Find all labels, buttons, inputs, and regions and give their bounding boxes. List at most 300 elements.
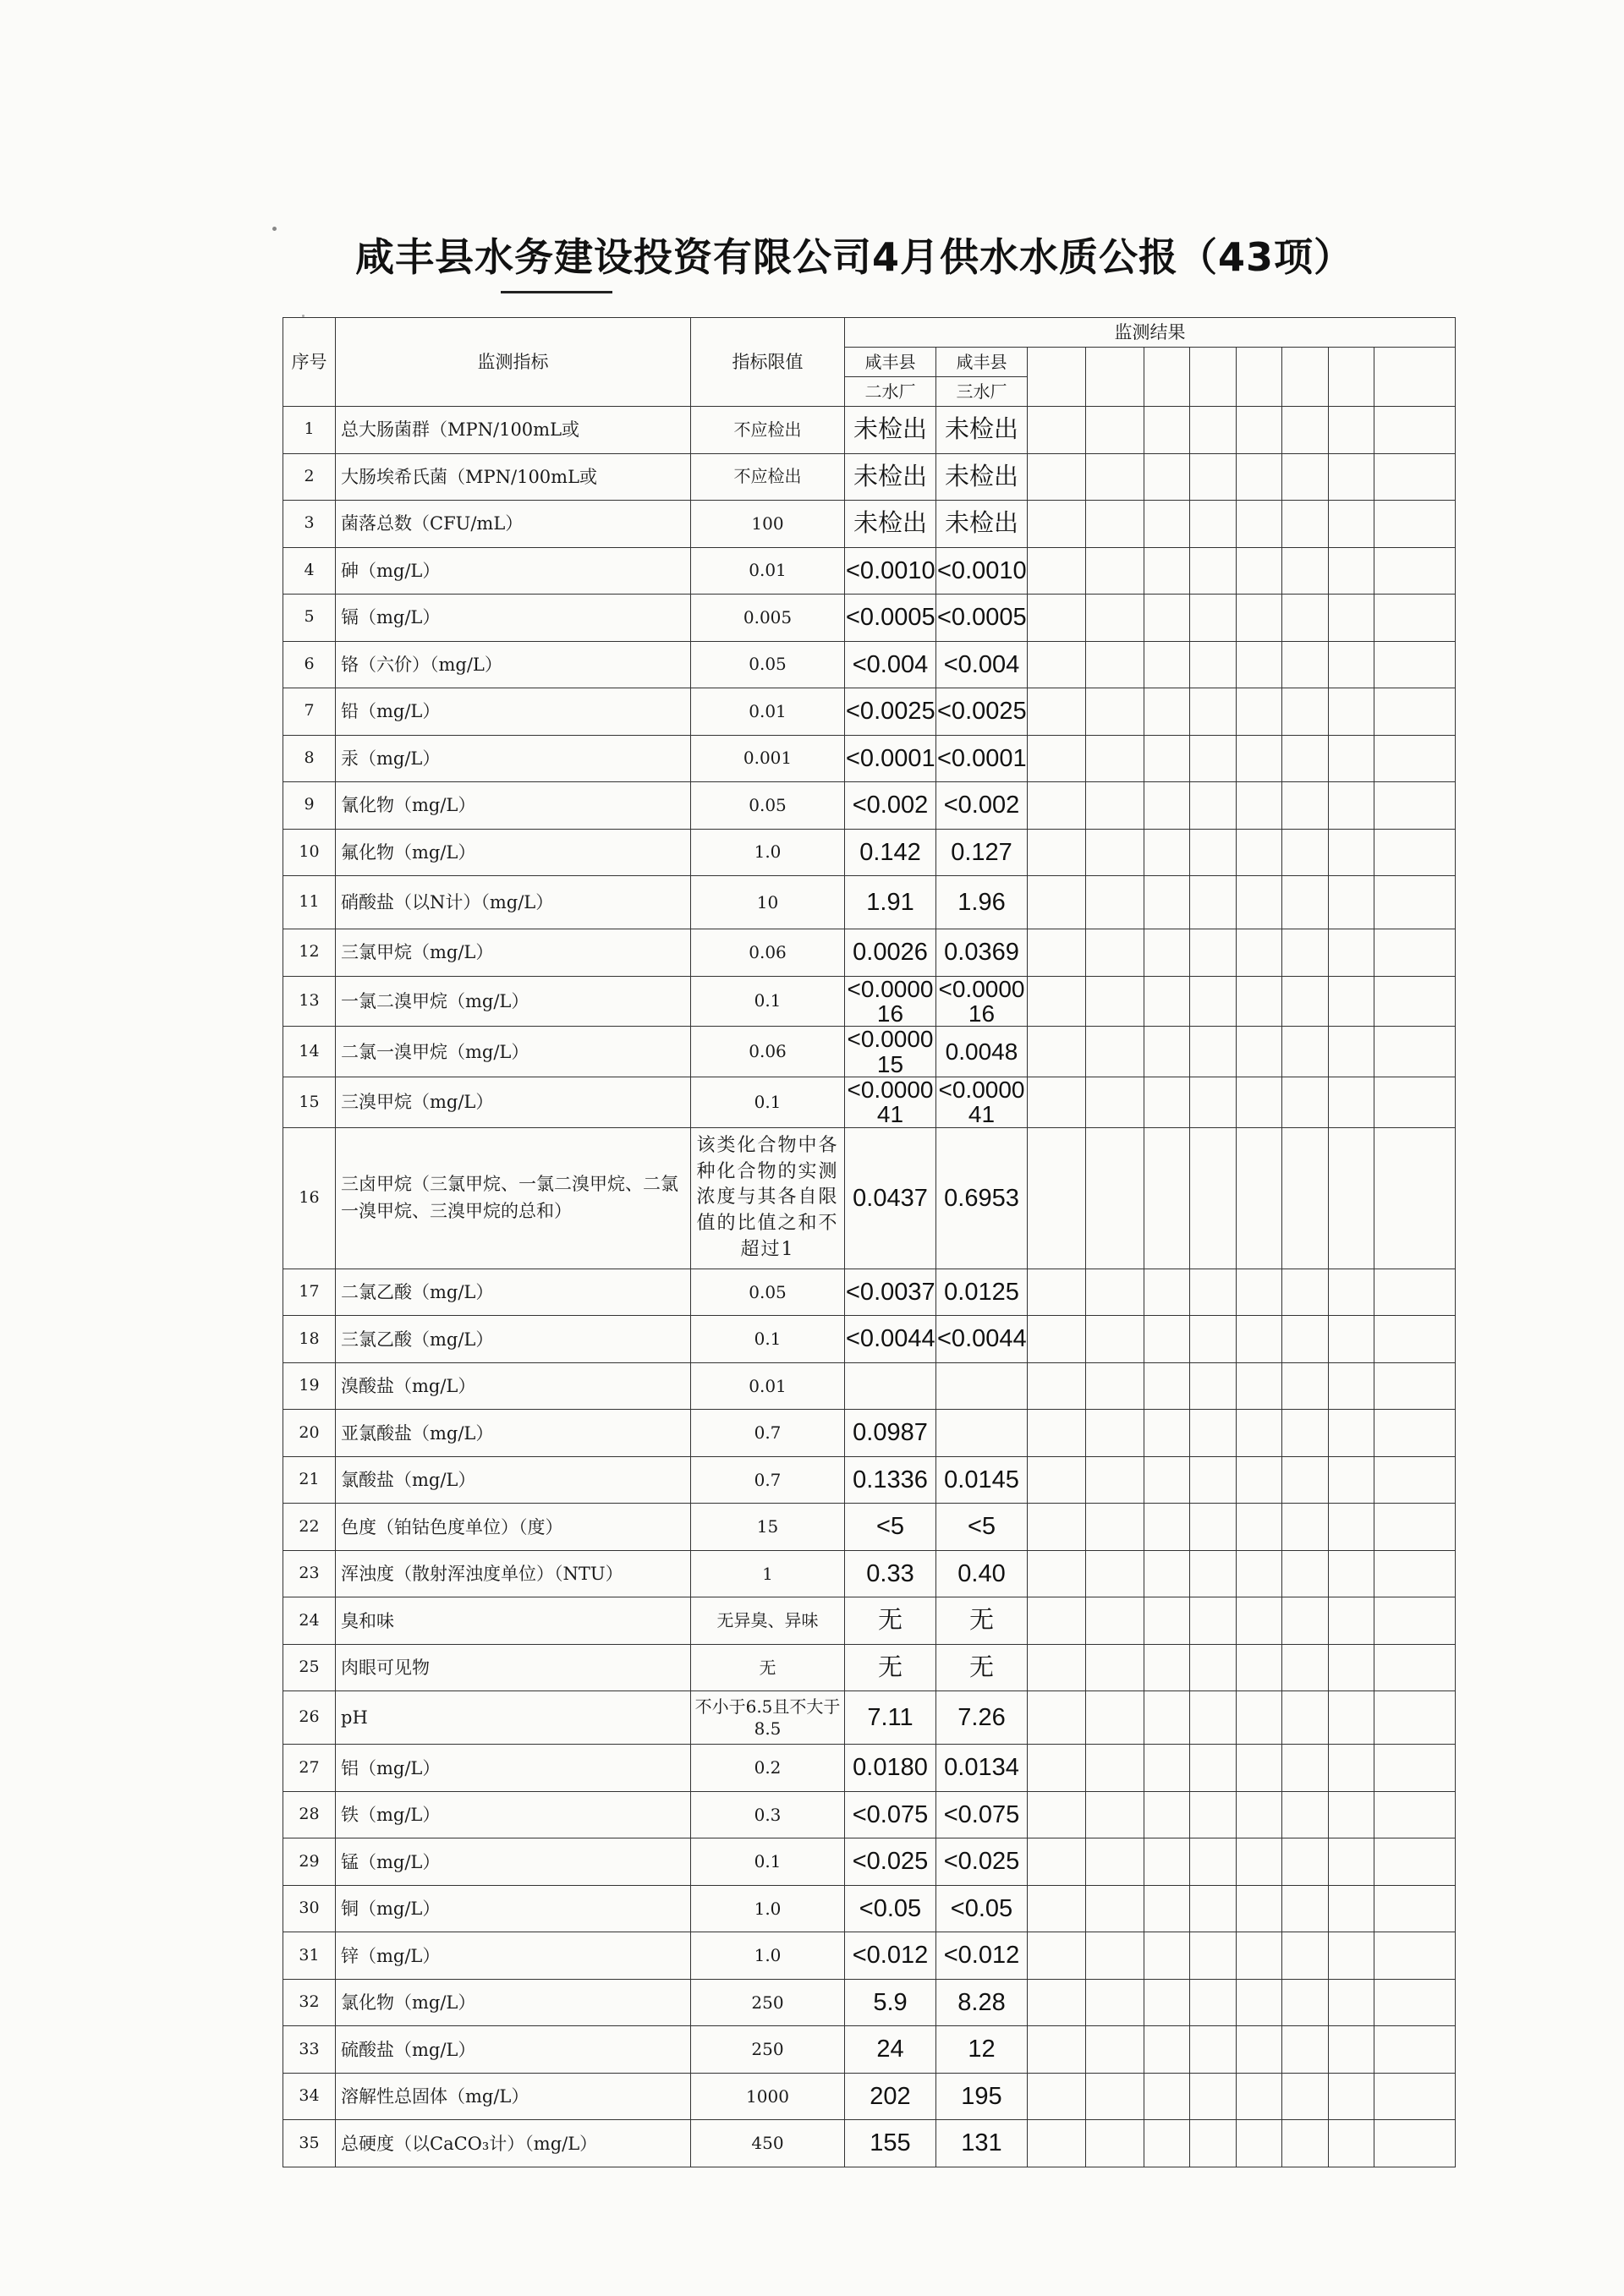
document-title: 咸丰县水务建设投资有限公司4月供水水质公报（43项） [354,234,1354,280]
table-row [283,501,1456,548]
result-plant-3: 1.96 [936,876,1028,929]
empty-result-cell [1329,2120,1374,2167]
empty-result-cell [1282,1077,1329,1128]
table-row [283,1550,1456,1597]
empty-result-cell [1190,2120,1237,2167]
empty-result-cell [1190,453,1237,501]
result-plant-3: <0.0001 [936,735,1028,782]
table-row [283,1745,1456,1792]
empty-result-cell [1190,2026,1237,2074]
result-plant-3 [936,1410,1028,1457]
result-plant-3: 8.28 [936,1979,1028,2026]
table-row [283,1362,1456,1410]
result-plant-2: <0.0005 [845,595,936,642]
empty-result-cell [1374,782,1456,830]
empty-result-cell [1282,1269,1329,1316]
result-plant-3: 0.40 [936,1550,1028,1597]
limit-value: 1000 [691,2073,845,2120]
empty-result-cell [1374,1597,1456,1645]
limit-value: 0.7 [691,1410,845,1457]
empty-result-cell [1374,1127,1456,1269]
table-row [283,688,1456,736]
limit-value: 不应检出 [691,407,845,454]
empty-result-cell [1329,1791,1374,1838]
empty-result-cell [1086,876,1144,929]
empty-result-cell [1144,1504,1190,1551]
row-index: 5 [283,595,336,642]
empty-result-cell [1282,1550,1329,1597]
table-row [283,407,1456,454]
empty-result-cell [1374,2120,1456,2167]
row-index: 31 [283,1932,336,1980]
table-row [283,1504,1456,1551]
empty-result-cell [1028,782,1086,830]
row-index: 18 [283,1316,336,1363]
limit-value: 0.1 [691,1316,845,1363]
empty-result-header [1329,348,1374,407]
result-plant-2: 未检出 [845,501,936,548]
empty-result-cell [1190,1316,1237,1363]
empty-result-cell [1086,1362,1144,1410]
limit-value: 0.06 [691,1027,845,1077]
empty-result-cell [1144,1316,1190,1363]
empty-result-cell [1237,1644,1282,1691]
row-index: 24 [283,1597,336,1645]
result-plant-2: <5 [845,1504,936,1551]
empty-result-header [1028,348,1086,407]
table-row [283,1838,1456,1886]
indicator-name: 二氯一溴甲烷（mg/L） [336,1027,691,1077]
empty-result-cell [1282,1644,1329,1691]
empty-result-cell [1028,1456,1086,1504]
empty-result-cell [1237,976,1282,1027]
empty-result-cell [1282,1838,1329,1886]
limit-value: 250 [691,2026,845,2074]
table-row [283,453,1456,501]
row-index: 34 [283,2073,336,2120]
empty-result-cell [1329,735,1374,782]
empty-result-cell [1374,1362,1456,1410]
empty-result-cell [1237,547,1282,595]
table-row [283,1027,1456,1077]
empty-result-cell [1086,547,1144,595]
empty-result-cell [1329,929,1374,977]
table-row [283,1791,1456,1838]
limit-value: 0.1 [691,976,845,1027]
indicator-name: 臭和味 [336,1597,691,1645]
empty-result-cell [1086,929,1144,977]
empty-result-cell [1144,1745,1190,1792]
result-plant-3: <0.000016 [936,976,1028,1027]
empty-result-cell [1028,1745,1086,1792]
row-index: 19 [283,1362,336,1410]
empty-result-cell [1374,829,1456,876]
empty-result-cell [1329,2073,1374,2120]
empty-result-cell [1282,688,1329,736]
limit-value: 0.001 [691,735,845,782]
empty-result-cell [1237,1269,1282,1316]
result-plant-2: <0.000015 [845,1027,936,1077]
table-row [283,1932,1456,1980]
empty-result-cell [1282,595,1329,642]
empty-result-cell [1144,735,1190,782]
row-index: 21 [283,1456,336,1504]
empty-result-cell [1282,1885,1329,1932]
empty-result-cell [1237,1127,1282,1269]
empty-result-cell [1086,1838,1144,1886]
empty-result-cell [1374,1456,1456,1504]
result-plant-3: 0.127 [936,829,1028,876]
result-plant-3: 0.0125 [936,1269,1028,1316]
table-row [283,876,1456,929]
empty-result-cell [1144,547,1190,595]
empty-result-cell [1282,2026,1329,2074]
empty-result-cell [1374,876,1456,929]
empty-result-cell [1190,1644,1237,1691]
indicator-name: 溶解性总固体（mg/L） [336,2073,691,2120]
empty-result-cell [1237,1838,1282,1886]
empty-result-cell [1374,1885,1456,1932]
empty-result-cell [1237,1885,1282,1932]
empty-result-cell [1329,1838,1374,1886]
empty-result-cell [1028,1791,1086,1838]
empty-result-cell [1144,501,1190,548]
empty-result-cell [1237,1932,1282,1980]
empty-result-cell [1237,1791,1282,1838]
result-plant-2: <0.000041 [845,1077,936,1128]
empty-result-cell [1374,976,1456,1027]
indicator-name: 氯酸盐（mg/L） [336,1456,691,1504]
empty-result-cell [1144,1269,1190,1316]
empty-result-cell [1144,2026,1190,2074]
limit-value: 15 [691,1504,845,1551]
empty-result-cell [1028,2026,1086,2074]
empty-result-cell [1190,1979,1237,2026]
result-plant-2: 155 [845,2120,936,2167]
empty-result-cell [1144,829,1190,876]
empty-result-cell [1374,2073,1456,2120]
empty-result-cell [1028,976,1086,1027]
result-plant-3: <0.0025 [936,688,1028,736]
indicator-name: 二氯乙酸（mg/L） [336,1269,691,1316]
empty-result-cell [1374,2026,1456,2074]
header-row [283,318,1456,348]
empty-result-cell [1086,2073,1144,2120]
indicator-name: 总硬度（以CaCO₃计）（mg/L） [336,2120,691,2167]
empty-result-cell [1237,1597,1282,1645]
empty-result-cell [1144,1791,1190,1838]
result-plant-2: 5.9 [845,1979,936,2026]
empty-result-cell [1374,641,1456,688]
empty-result-cell [1086,782,1144,830]
empty-result-cell [1329,1885,1374,1932]
empty-result-cell [1190,641,1237,688]
empty-result-cell [1086,1456,1144,1504]
empty-result-cell [1190,1456,1237,1504]
empty-result-header [1144,348,1190,407]
row-index: 8 [283,735,336,782]
row-index: 2 [283,453,336,501]
row-index: 14 [283,1027,336,1077]
row-index: 16 [283,1127,336,1269]
empty-result-cell [1190,1077,1237,1128]
empty-result-cell [1282,641,1329,688]
result-plant-3: 未检出 [936,453,1028,501]
limit-value: 0.7 [691,1456,845,1504]
row-index: 6 [283,641,336,688]
empty-result-cell [1329,829,1374,876]
empty-result-cell [1144,1885,1190,1932]
result-plant-2: 0.1336 [845,1456,936,1504]
result-plant-3: <0.004 [936,641,1028,688]
empty-result-cell [1086,1644,1144,1691]
result-plant-3: <0.0044 [936,1316,1028,1363]
indicator-name: 浑浊度（散射浑浊度单位）（NTU） [336,1550,691,1597]
empty-result-cell [1237,1504,1282,1551]
empty-result-cell [1028,1316,1086,1363]
empty-result-cell [1086,688,1144,736]
result-plant-2: 0.142 [845,829,936,876]
empty-result-cell [1374,1791,1456,1838]
empty-result-cell [1374,1979,1456,2026]
empty-result-cell [1329,1979,1374,2026]
table-row [283,1269,1456,1316]
empty-result-cell [1282,2120,1329,2167]
limit-header: 指标限值 [691,318,845,407]
index-header: 序号 [283,318,336,407]
empty-result-cell [1190,1791,1237,1838]
empty-result-cell [1374,1838,1456,1886]
empty-result-cell [1144,688,1190,736]
empty-result-cell [1028,595,1086,642]
empty-result-cell [1282,876,1329,929]
indicator-name: 镉（mg/L） [336,595,691,642]
indicator-name: 氟化物（mg/L） [336,829,691,876]
limit-value: 0.06 [691,929,845,977]
empty-result-cell [1028,641,1086,688]
empty-result-cell [1282,1127,1329,1269]
empty-result-cell [1282,976,1329,1027]
table-row [283,1691,1456,1745]
empty-result-cell [1144,876,1190,929]
empty-result-cell [1190,1504,1237,1551]
empty-result-cell [1237,1745,1282,1792]
empty-result-cell [1282,1316,1329,1363]
row-index: 35 [283,2120,336,2167]
limit-value: 0.1 [691,1077,845,1128]
result-plant-2: 24 [845,2026,936,2074]
row-index: 32 [283,1979,336,2026]
row-index: 28 [283,1791,336,1838]
limit-value: 0.05 [691,641,845,688]
empty-result-cell [1282,782,1329,830]
result-plant-3: <5 [936,1504,1028,1551]
empty-result-cell [1282,547,1329,595]
empty-result-cell [1329,453,1374,501]
empty-result-cell [1028,407,1086,454]
empty-result-cell [1144,1027,1190,1077]
empty-result-cell [1237,595,1282,642]
empty-result-cell [1237,1456,1282,1504]
empty-result-cell [1144,2120,1190,2167]
empty-result-cell [1237,407,1282,454]
empty-result-cell [1086,453,1144,501]
empty-result-cell [1028,1597,1086,1645]
indicator-header: 监测指标 [336,318,691,407]
empty-result-cell [1282,829,1329,876]
empty-result-cell [1190,1691,1237,1745]
table-row [283,641,1456,688]
empty-result-cell [1086,501,1144,548]
limit-value: 无异臭、异味 [691,1597,845,1645]
empty-result-header [1374,348,1456,407]
plant-3-county: 咸丰县 [936,348,1028,377]
empty-result-cell [1190,407,1237,454]
table-row [283,782,1456,830]
plant-3-name: 三水厂 [936,377,1028,407]
water-quality-table [283,317,1456,2167]
empty-result-cell [1190,1127,1237,1269]
empty-result-cell [1028,1979,1086,2026]
empty-result-cell [1237,1691,1282,1745]
empty-result-cell [1144,1456,1190,1504]
empty-result-cell [1028,1269,1086,1316]
empty-result-cell [1329,547,1374,595]
result-plant-2: <0.0025 [845,688,936,736]
result-plant-3: <0.000041 [936,1077,1028,1128]
result-plant-3: <0.025 [936,1838,1028,1886]
limit-value: 0.01 [691,1362,845,1410]
empty-result-cell [1144,976,1190,1027]
empty-result-cell [1190,1550,1237,1597]
result-plant-2: <0.075 [845,1791,936,1838]
row-index: 10 [283,829,336,876]
empty-result-cell [1374,453,1456,501]
empty-result-cell [1329,1597,1374,1645]
result-plant-2: <0.025 [845,1838,936,1886]
empty-result-cell [1144,1838,1190,1886]
limit-value: 100 [691,501,845,548]
row-index: 9 [283,782,336,830]
empty-result-cell [1086,1932,1144,1980]
empty-result-cell [1144,595,1190,642]
limit-value: 1.0 [691,1885,845,1932]
result-plant-3: 195 [936,2073,1028,2120]
plant-2-county: 咸丰县 [845,348,936,377]
empty-result-header [1190,348,1237,407]
result-plant-2: <0.0001 [845,735,936,782]
result-plant-2 [845,1362,936,1410]
empty-result-cell [1374,1504,1456,1551]
empty-result-cell [1374,595,1456,642]
empty-result-cell [1086,1979,1144,2026]
empty-result-cell [1374,501,1456,548]
empty-result-cell [1028,1885,1086,1932]
result-plant-2: 0.0026 [845,929,936,977]
empty-result-cell [1144,453,1190,501]
result-plant-3: 0.6953 [936,1127,1028,1269]
empty-result-cell [1282,1791,1329,1838]
result-plant-2: <0.012 [845,1932,936,1980]
table-row [283,2073,1456,2120]
empty-result-cell [1237,2120,1282,2167]
empty-result-cell [1329,1456,1374,1504]
table-row [283,595,1456,642]
empty-result-cell [1144,929,1190,977]
row-index: 25 [283,1644,336,1691]
empty-result-cell [1086,1504,1144,1551]
table-row [283,829,1456,876]
limit-value: 1.0 [691,1932,845,1980]
title-underline-mark [501,291,612,293]
empty-result-cell [1237,876,1282,929]
limit-value: 450 [691,2120,845,2167]
empty-result-cell [1144,1077,1190,1128]
empty-result-cell [1329,1316,1374,1363]
empty-result-cell [1374,1932,1456,1980]
empty-result-cell [1237,1362,1282,1410]
limit-value: 该类化合物中各种化合物的实测浓度与其各自限值的比值之和不超过1 [691,1127,845,1269]
table-row [283,976,1456,1027]
row-index: 22 [283,1504,336,1551]
empty-result-header [1086,348,1144,407]
result-plant-3: <0.0005 [936,595,1028,642]
empty-result-cell [1144,407,1190,454]
empty-result-cell [1028,1027,1086,1077]
indicator-name: 大肠埃希氏菌（MPN/100mL或 [336,453,691,501]
empty-result-cell [1237,453,1282,501]
row-index: 4 [283,547,336,595]
empty-result-cell [1028,929,1086,977]
empty-result-cell [1374,1410,1456,1457]
empty-result-cell [1282,2073,1329,2120]
result-plant-3: 7.26 [936,1691,1028,1745]
row-index: 3 [283,501,336,548]
empty-result-cell [1237,1550,1282,1597]
empty-result-cell [1282,1504,1329,1551]
result-plant-2: 1.91 [845,876,936,929]
empty-result-cell [1144,1932,1190,1980]
empty-result-cell [1237,1027,1282,1077]
empty-result-cell [1028,1362,1086,1410]
limit-value: 250 [691,1979,845,2026]
empty-result-cell [1329,1410,1374,1457]
empty-result-cell [1190,1932,1237,1980]
empty-result-cell [1329,976,1374,1027]
empty-result-cell [1374,1745,1456,1792]
empty-result-cell [1237,2026,1282,2074]
empty-result-cell [1374,1027,1456,1077]
empty-result-cell [1028,501,1086,548]
empty-result-cell [1374,735,1456,782]
empty-result-cell [1374,1644,1456,1691]
indicator-name: 三溴甲烷（mg/L） [336,1077,691,1128]
empty-result-cell [1190,1838,1237,1886]
empty-result-cell [1329,501,1374,548]
empty-result-cell [1237,688,1282,736]
empty-result-cell [1237,1410,1282,1457]
result-plant-2: <0.0037 [845,1269,936,1316]
empty-result-cell [1086,1885,1144,1932]
empty-result-cell [1374,1550,1456,1597]
empty-result-cell [1028,829,1086,876]
empty-result-cell [1282,1456,1329,1504]
empty-result-cell [1374,1691,1456,1745]
empty-result-cell [1237,735,1282,782]
empty-result-cell [1190,501,1237,548]
empty-result-cell [1190,1269,1237,1316]
empty-result-cell [1237,929,1282,977]
